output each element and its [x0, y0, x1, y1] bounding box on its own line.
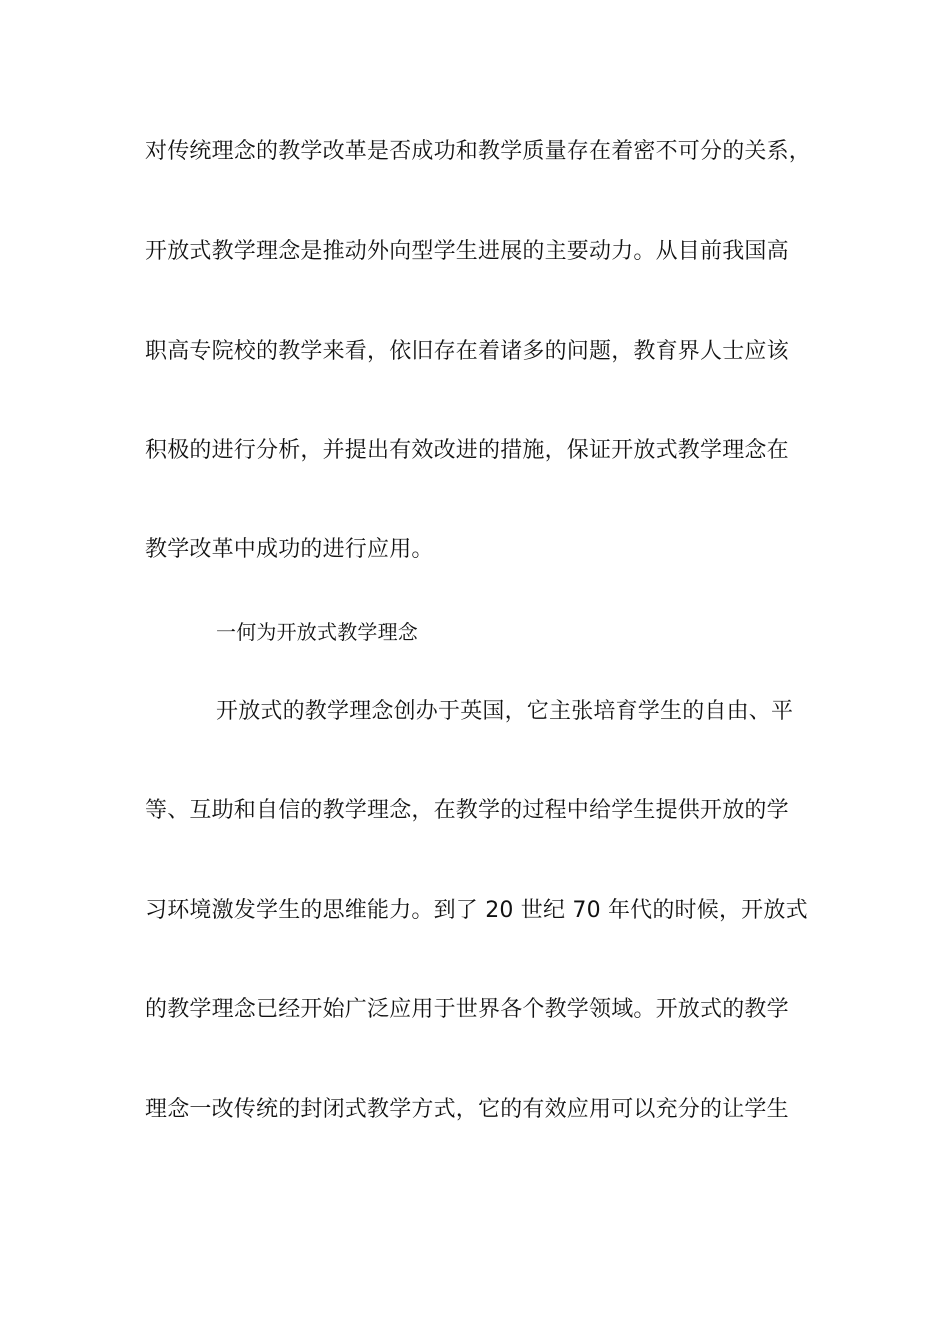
paragraph-line: 教学改革中成功的进行应用。	[145, 537, 434, 562]
paragraph-line: 理念一改传统的封闭式教学方式，它的有效应用可以充分的让学生	[145, 1097, 789, 1122]
paragraph-line: 开放式的教学理念创办于英国，它主张培育学生的自由、平	[216, 699, 794, 724]
paragraph-line: 开放式教学理念是推动外向型学生进展的主要动力。从目前我国高	[145, 239, 789, 264]
section-heading: 一何为开放式教学理念	[216, 620, 418, 644]
paragraph-line: 的教学理念已经开始广泛应用于世界各个教学领域。开放式的教学	[145, 997, 789, 1022]
paragraph-line: 等、互助和自信的教学理念，在教学的过程中给学生提供开放的学	[145, 798, 789, 823]
paragraph-line: 职高专院校的教学来看，依旧存在着诸多的问题，教育界人士应该	[145, 339, 789, 364]
paragraph-line: 对传统理念的教学改革是否成功和教学质量存在着密不可分的关系，	[145, 139, 812, 164]
paragraph-line: 积极的进行分析，并提出有效改进的措施，保证开放式教学理念在	[145, 438, 789, 463]
paragraph-line: 习环境激发学生的思维能力。到了 20 世纪 70 年代的时候，开放式	[145, 898, 808, 923]
